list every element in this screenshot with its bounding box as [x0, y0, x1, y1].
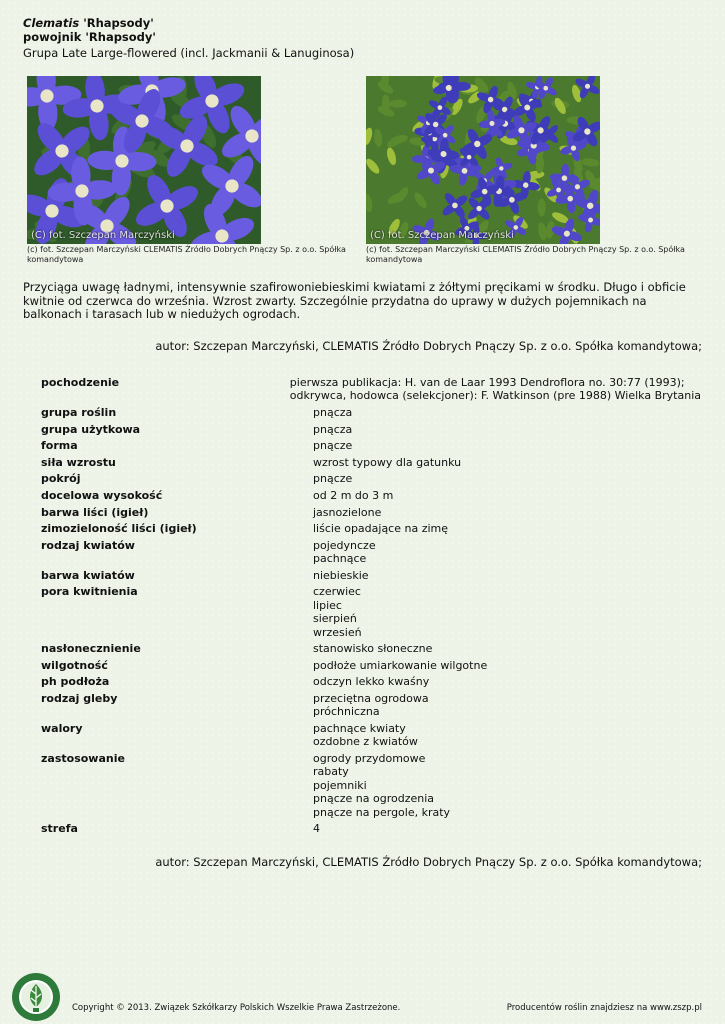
- property-row: [41, 423, 701, 436]
- property-label: nasłonecznienie: [41, 642, 141, 656]
- property-row: [41, 539, 701, 566]
- property-values: [313, 752, 701, 819]
- property-values: [313, 585, 701, 639]
- property-row: [41, 675, 701, 688]
- property-value: ogrody przydomowe: [313, 751, 426, 765]
- plant-description: Przyciąga uwagę ładnymi, intensywnie szafirowoniebieskimi kwiatami z żółtymi pręcikami w środku. Długo i obficie kwitnie od czerwca do września. Wzrost zwarty. Szczególnie przydatna do uprawy w dużych pojemnikach na balkonach i tarasach lub w niedużych ogrodach.: [23, 280, 686, 321]
- property-values: [313, 423, 701, 436]
- properties-table: [41, 376, 701, 839]
- property-value: pnącza: [313, 406, 353, 419]
- property-row: [41, 439, 701, 452]
- property-value: pnącze: [313, 439, 353, 453]
- property-row: [41, 569, 701, 582]
- property-value: rabaty: [313, 765, 349, 779]
- property-value: próchniczna: [313, 705, 380, 719]
- property-values: [313, 722, 701, 749]
- property-value: niebieskie: [313, 568, 369, 582]
- property-row: [41, 522, 701, 535]
- property-values: [313, 692, 701, 719]
- property-row: [41, 822, 701, 835]
- property-label: docelowa wysokość: [41, 488, 163, 502]
- property-value: pachnące: [313, 552, 367, 566]
- property-label: walory: [41, 721, 83, 735]
- property-label: grupa roślin: [41, 406, 117, 419]
- property-value: pierwsza publikacja: H. van de Laar 1993 Dendroflora no. 30:77 (1993);: [289, 376, 685, 389]
- property-label: pochodzenie: [41, 376, 120, 389]
- producers-link[interactable]: Producentów roślin znajdziesz na www.zszp.pl: [506, 1003, 702, 1013]
- property-label: grupa użytkowa: [41, 422, 141, 436]
- property-values: [313, 506, 701, 519]
- property-value: pojemniki: [313, 778, 367, 792]
- property-row: [41, 506, 701, 519]
- property-value: wzrost typowy dla gatunku: [313, 455, 462, 469]
- property-label: wilgotność: [41, 658, 108, 672]
- property-values: [313, 659, 701, 672]
- property-values: [313, 472, 701, 485]
- property-value: jasnozielone: [313, 505, 382, 519]
- property-label: strefa: [41, 822, 78, 836]
- property-values: [313, 822, 701, 835]
- copyright-notice: Copyright © 2013. Związek Szkółkarzy Polskich Wszelkie Prawa Zastrzeżone.: [72, 1003, 401, 1013]
- property-value: odkrywca, hodowca (selekcjoner): F. Watkinson (pre 1988) Wielka Brytania: [289, 389, 701, 403]
- property-values: [313, 406, 701, 419]
- property-row: [41, 642, 701, 655]
- property-values: [313, 489, 701, 502]
- property-value: pnącza: [313, 422, 353, 436]
- property-values: [290, 376, 701, 403]
- cultivar-name: 'Rhapsody': [83, 16, 154, 30]
- association-logo[interactable]: [11, 972, 61, 1022]
- property-row: [41, 752, 701, 819]
- polish-name: powojnik 'Rhapsody': [23, 30, 156, 44]
- property-values: [313, 539, 701, 566]
- plant-habit-image: [366, 76, 600, 244]
- property-values: [313, 522, 701, 535]
- plant-group: Grupa Late Large-flowered (incl. Jackmanii & Lanuginosa): [23, 46, 355, 60]
- property-row: [41, 406, 701, 419]
- property-label: ph podłoża: [41, 675, 110, 689]
- property-value: odczyn lekko kwaśny: [313, 675, 430, 689]
- property-value: sierpień: [313, 612, 357, 626]
- property-value: wrzesień: [313, 625, 362, 639]
- property-label: barwa liści (igieł): [41, 505, 149, 519]
- property-value: pnącze: [313, 472, 353, 486]
- property-values: [313, 642, 701, 655]
- photo-caption: (c) fot. Szczepan Marczyński CLEMATIS Źródło Dobrych Pnączy Sp. z o.o. Spółka komandytowa: [366, 245, 685, 264]
- property-row: [41, 376, 701, 403]
- property-value: od 2 m do 3 m: [313, 488, 394, 502]
- property-value: podłoże umiarkowanie wilgotne: [313, 658, 488, 672]
- property-value: liście opadające na zimę: [313, 522, 449, 536]
- property-values: [313, 439, 701, 452]
- genus-name: Clematis: [23, 16, 80, 30]
- property-value: pachnące kwiaty: [313, 721, 406, 735]
- flower-closeup-photo[interactable]: [27, 76, 261, 244]
- author-credit-bottom: autor: Szczepan Marczyński, CLEMATIS Źródło Dobrych Pnączy Sp. z o.o. Spółka komandytowa;: [155, 855, 702, 869]
- photo-watermark: (C) fot. Szczepan Marczyński: [31, 230, 175, 241]
- property-label: rodzaj gleby: [41, 691, 118, 705]
- property-label: forma: [41, 439, 78, 453]
- property-label: rodzaj kwiatów: [41, 538, 135, 552]
- property-value: przeciętna ogrodowa: [313, 691, 429, 705]
- property-label: zimozieloność liści (igieł): [41, 522, 197, 536]
- property-value: lipiec: [313, 598, 342, 612]
- property-value: czerwiec: [313, 585, 361, 599]
- property-value: ozdobne z kwiatów: [313, 735, 418, 749]
- author-credit: autor: Szczepan Marczyński, CLEMATIS Źródło Dobrych Pnączy Sp. z o.o. Spółka komandytowa;: [155, 339, 702, 353]
- property-values: [313, 456, 701, 469]
- property-value: pojedyncze: [313, 538, 376, 552]
- photo-watermark: (C) fot. Szczepan Marczyński: [370, 230, 514, 241]
- property-label: barwa kwiatów: [41, 568, 135, 582]
- property-row: [41, 692, 701, 719]
- property-row: [41, 722, 701, 749]
- property-values: [313, 675, 701, 688]
- property-row: [41, 472, 701, 485]
- property-value: stanowisko słoneczne: [313, 642, 433, 656]
- property-label: pokrój: [41, 472, 81, 486]
- property-label: pora kwitnienia: [41, 585, 138, 599]
- photo-caption: (c) fot. Szczepan Marczyński CLEMATIS Źródło Dobrych Pnączy Sp. z o.o. Spółka komandytowa: [27, 245, 346, 264]
- property-row: [41, 489, 701, 502]
- plant-title: [23, 16, 154, 30]
- property-row: [41, 585, 701, 639]
- property-values: [313, 569, 701, 582]
- property-label: zastosowanie: [41, 751, 125, 765]
- plant-habit-photo[interactable]: [366, 76, 600, 244]
- property-value: pnącze na pergole, kraty: [313, 805, 451, 819]
- property-row: [41, 456, 701, 469]
- property-label: siła wzrostu: [41, 455, 116, 469]
- property-value: pnącze na ogrodzenia: [313, 792, 435, 806]
- flower-closeup-image: [27, 76, 261, 244]
- property-value: 4: [313, 822, 320, 836]
- property-row: [41, 659, 701, 672]
